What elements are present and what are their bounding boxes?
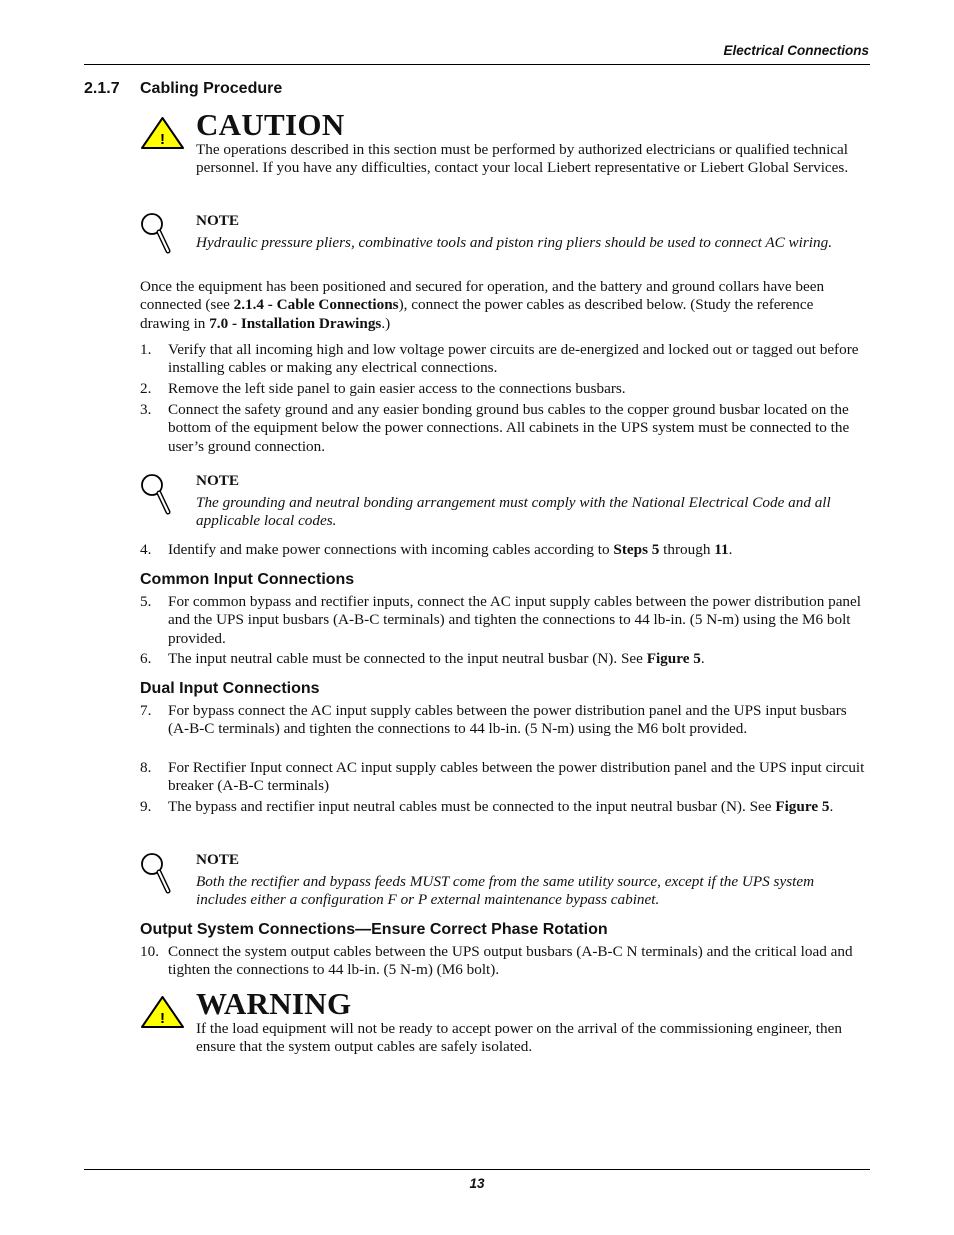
subheading: Common Input Connections (140, 571, 355, 588)
magnifier-icon (140, 473, 172, 517)
list-item: 8. For Rectifier Input connect AC input supply cables between the power distribution panel and the UPS input circuit breaker (A-B-C terminals) (140, 759, 865, 795)
section-title: Cabling Procedure (140, 80, 283, 97)
note-title: NOTE (196, 851, 240, 868)
header-rule (84, 64, 870, 65)
note-title: NOTE (196, 472, 240, 489)
list-item: 4. Identify and make power connections with incoming cables according to Steps 5 through 11. (140, 541, 733, 558)
subheading: Dual Input Connections (140, 680, 320, 697)
magnifier-icon (140, 852, 172, 896)
list-item: 10. Connect the system output cables between the UPS output busbars (A-B-C N terminals) and the critical load and tighten the connections to 44 lb-in. (5 N-m) (M6 bolt). (140, 943, 853, 979)
running-header: Electrical Connections (723, 43, 869, 58)
list-item: 3. Connect the safety ground and any easier bonding ground bus cables to the copper ground busbar located on the bottom of the equipment below the power connections. All cabinets in the UPS system must be connected to the user’s ground connection. (140, 401, 850, 455)
list-item: 2. Remove the left side panel to gain easier access to the connections busbars. (140, 380, 626, 397)
footer-rule (84, 1169, 870, 1170)
list-item: 7. For bypass connect the AC input supply cables between the power distribution panel and the UPS input busbars (A-B-C terminals) and tighten the connections to 44 lb-in. (5 N-m) using the M6 bolt provided. (140, 702, 847, 738)
warning-triangle-icon (140, 995, 185, 1029)
svg-text:!: ! (160, 131, 165, 148)
warning-text: If the load equipment will not be ready to accept power on the arrival of the commissioning engineer, then ensure that the system output cables are safely isolated. (196, 1020, 842, 1056)
note-text: Hydraulic pressure pliers, combinative tools and piston ring pliers should be used to connect AC wiring. (196, 234, 833, 251)
list-item: 6. The input neutral cable must be connected to the input neutral busbar (N). See Figure 5. (140, 650, 705, 667)
section-number: 2.1.7 (84, 80, 120, 97)
note-text: The grounding and neutral bonding arrangement must comply with the National Electrical Code and all applicable local codes. (196, 494, 831, 530)
caution-text: The operations described in this section must be performed by authorized electricians or qualified technical personnel. If you have any difficulties, contact your local Liebert representative or Liebert Global Services. (196, 141, 849, 177)
caution-title: CAUTION (196, 107, 345, 142)
warning-title: WARNING (196, 986, 352, 1021)
list-item: 1. Verify that all incoming high and low voltage power circuits are de-energized and locked out or tagged out before installing cables or making any electrical connections. (140, 341, 859, 377)
warning-triangle-icon (140, 116, 185, 150)
magnifier-icon (140, 212, 172, 256)
cross-reference: 7.0 - Installation Drawings (209, 314, 382, 332)
subheading: Output System Connections—Ensure Correct Phase Rotation (140, 921, 608, 938)
intro-paragraph: Once the equipment has been positioned and secured for operation, and the battery and ground collars have been connected (see 2.1.4 - Cable Connections), connect the power cables as described below. (Study the reference drawing in 7.0 - Installation Drawings.) (140, 278, 825, 332)
note-text: Both the rectifier and bypass feeds MUST come from the same utility source, except if the UPS system includes either a configuration F or P external maintenance bypass cabinet. (196, 873, 815, 909)
cross-reference: 2.1.4 - Cable Connections (233, 296, 399, 314)
section-heading (84, 80, 282, 98)
list-item: 5. For common bypass and rectifier inputs, connect the AC input supply cables between the power distribution panel and the UPS input busbars (A-B-C terminals) and tighten the connections to 44 lb-in. (5 N-m) using the M6 bolt provided. (140, 593, 861, 647)
note-title: NOTE (196, 212, 240, 229)
page-number: 13 (469, 1176, 485, 1191)
list-item: 9. The bypass and rectifier input neutral cables must be connected to the input neutral busbar (N). See Figure 5. (140, 798, 834, 815)
svg-text:!: ! (160, 1010, 165, 1027)
